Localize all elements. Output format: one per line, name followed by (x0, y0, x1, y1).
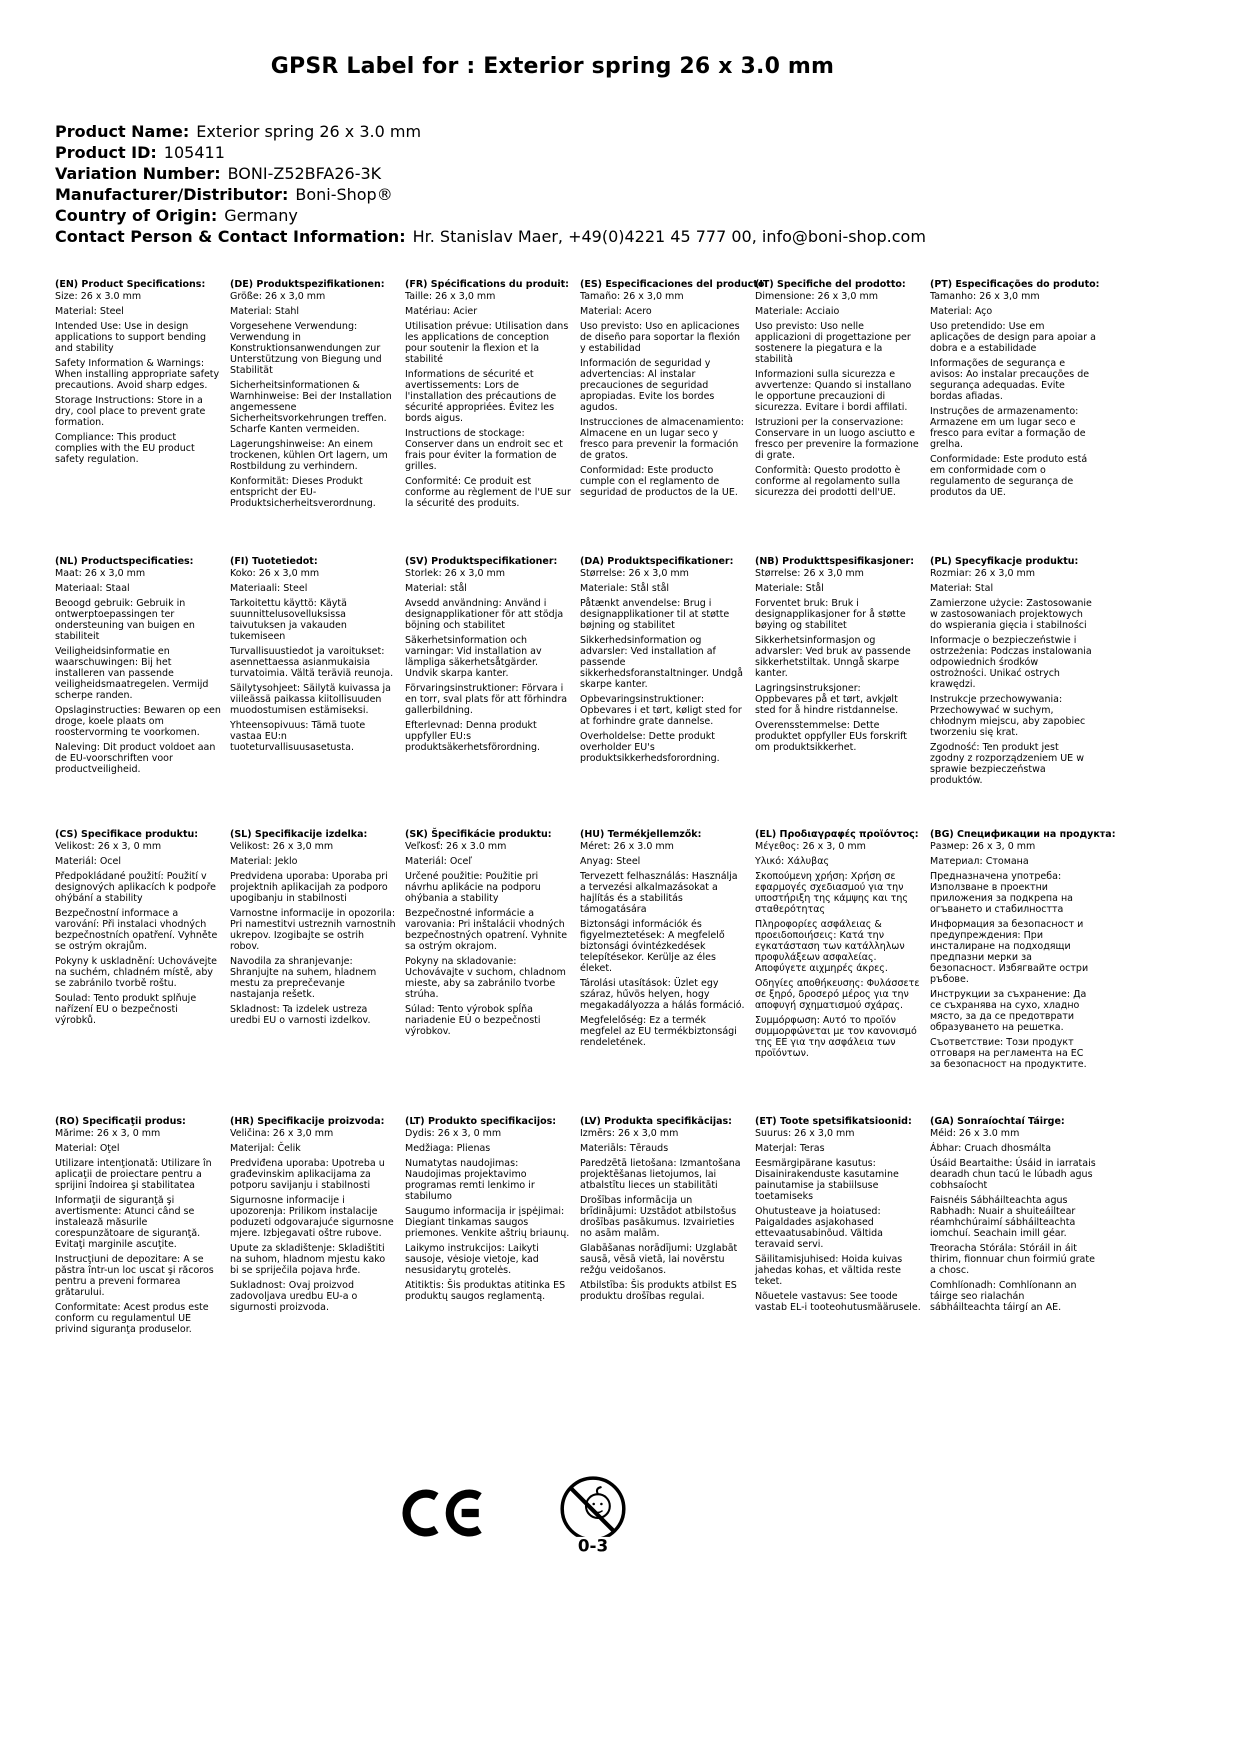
spec-paragraph: Turvallisuustiedot ja varoitukset: asennettaessa asianmukaisia turvatoimia. Vältä teräviä reunoja. (230, 646, 394, 679)
language-grid-row-1 (55, 279, 1100, 513)
spec-paragraph: Материал: Стомана (930, 856, 1029, 867)
spec-paragraph: Materiale: Stål stål (580, 583, 670, 594)
language-block (755, 829, 921, 1074)
spec-paragraph: Instructions de stockage: Conserver dans un endroit sec et frais pour éviter la formation de grilles. (405, 428, 563, 472)
spec-paragraph: Safety Information & Warnings: When installing appropriate safety precautions. Avoid sharp edges. (55, 358, 220, 391)
spec-paragraph: Předpokládané použití: Použití v designových aplikacích k podpoře ohýbání a stability (55, 871, 217, 904)
language-block-heading: (LT) Produkto specifikacijos: (405, 1116, 557, 1127)
spec-paragraph: Glabāšanas norādījumi: Uzglabāt sausā, vēsā vietā, lai novērstu režģu veidošanos. (580, 1243, 738, 1276)
spec-paragraph: Drošības informācija un brīdinājumi: Uzstādot atbilstošus drošības pasākumus. Izvairieties no asām malām. (580, 1195, 737, 1239)
spec-paragraph: Compliance: This product complies with the EU product safety regulation. (55, 432, 195, 465)
spec-paragraph: Størrelse: 26 x 3,0 mm (755, 568, 864, 579)
spec-paragraph: Predvidena uporaba: Uporaba pri projektnih aplikacijah za podporo upogibanju in stabilnosti (230, 871, 388, 904)
spec-paragraph: Tárolási utasítások: Üzlet egy száraz, hűvös helyen, hogy megakadályozza a hálás formáció. (580, 978, 745, 1011)
language-block-heading: (EN) Product Specifications: (55, 279, 206, 290)
spec-paragraph: Material: Jeklo (230, 856, 298, 867)
variation-number-value: BONI-Z52BFA26-3K (227, 164, 382, 183)
spec-paragraph: Tervezett felhasználás: Használja a tervezési alkalmazásokat a hajlítás és a stabilitás támogatására (580, 871, 738, 915)
language-grid-row-4 (55, 1116, 1096, 1339)
spec-paragraph: Izmērs: 26 x 3,0 mm (580, 1128, 679, 1139)
spec-paragraph: Suurus: 26 x 3,0 mm (755, 1128, 855, 1139)
language-block (580, 829, 746, 1074)
language-block (55, 829, 221, 1074)
spec-paragraph: Faisnéis Sábháilteachta agus Rabhadh: Nuair a shuiteáiltear réamhchúraimí sábháilteachta iomchuí. Seachain imill géar. (930, 1195, 1076, 1239)
manufacturer-label: Manufacturer/Distributor: (55, 185, 289, 204)
language-grid-row-3 (55, 829, 1116, 1074)
language-block (230, 1116, 396, 1339)
spec-paragraph: Comhlíonadh: Comhlíonann an táirge seo rialachán sábháilteachta táirgí an AE. (930, 1280, 1077, 1313)
language-block (405, 279, 571, 513)
language-block (930, 1116, 1096, 1339)
spec-paragraph: Storlek: 26 x 3,0 mm (405, 568, 506, 579)
spec-paragraph: Nõuetele vastavus: See toode vastab EL-i tooteohutusmäärusele. (755, 1291, 921, 1313)
language-block (580, 279, 769, 513)
spec-paragraph: Conformitate: Acest produs este conform cu regulamentul UE privind siguranţa produselor. (55, 1302, 209, 1335)
spec-paragraph: Pokyny na skladovanie: Uchovávajte v suchom, chladnom mieste, aby sa zabránilo tvorbe strúha. (405, 956, 566, 1000)
spec-paragraph: Material: stål (405, 583, 467, 594)
language-block-heading: (GA) Sonraíochtaí Táirge: (930, 1116, 1065, 1127)
spec-paragraph: Pokyny k uskladnění: Uchovávejte na suchém, chladném místě, aby se zabránilo tvorbě roštu. (55, 956, 218, 989)
spec-paragraph: Navodila za shranjevanje: Shranjujte na suhem, hladnem mestu za preprečevanje nastajanja rešetk. (230, 956, 377, 1000)
language-block-heading: (FR) Spécifications du produit: (405, 279, 569, 290)
language-block-heading: (SK) Špecifikácie produktu: (405, 829, 552, 840)
spec-paragraph: Uso previsto: Uso nelle applicazioni di progettazione per sostenere la piegatura e la stabilità (755, 321, 911, 365)
spec-paragraph: Maat: 26 x 3,0 mm (55, 568, 146, 579)
spec-paragraph: Materjal: Teras (755, 1143, 825, 1154)
spec-paragraph: Größe: 26 x 3,0 mm (230, 291, 326, 302)
language-block-heading: (FI) Tuotetiedot: (230, 556, 318, 567)
spec-paragraph: Méret: 26 x 3.0 mm (580, 841, 674, 852)
spec-paragraph: Numatytas naudojimas: Naudojimas projektavimo programas remti lenkimo ir stabilumo (405, 1158, 535, 1202)
spec-paragraph: Informaţii de siguranţă şi avertismente: Atunci când se instalează măsurile corespunzătoare de siguranţă. Evitaţi marginile ascuţite. (55, 1195, 201, 1250)
language-block (580, 1116, 746, 1339)
spec-paragraph: Soulad: Tento produkt splňuje nařízení EU o bezpečnosti výrobků. (55, 993, 197, 1026)
spec-paragraph: Opbevaringsinstruktioner: Opbevares i et tørt, køligt sted for at forhindre grate dannelse. (580, 694, 742, 727)
language-block-heading: (ES) Especificaciones del producto: (580, 279, 769, 290)
spec-paragraph: Rozmiar: 26 x 3,0 mm (930, 568, 1036, 579)
spec-paragraph: Súlad: Tento výrobok spĺňa nariadenie EÚ o bezpečnosti výrobkov. (405, 1004, 541, 1037)
spec-paragraph: Förvaringsinstruktioner: Förvara i en torr, sval plats för att förhindra gallerbildning. (405, 683, 568, 716)
spec-paragraph: Storage Instructions: Store in a dry, cool place to prevent grate formation. (55, 395, 206, 428)
variation-number-label: Variation Number: (55, 164, 221, 183)
spec-paragraph: Materiaal: Staal (55, 583, 130, 594)
spec-paragraph: Πληροφορίες ασφάλειας & προειδοποιήσεις: Κατά την εγκατάσταση των κατάλληλων προφυλάξεων ασφαλείας. Αποφύγετε αιχμηρές άκρες. (755, 919, 905, 974)
language-block (755, 556, 921, 790)
language-block (755, 279, 921, 513)
spec-paragraph: Säkerhetsinformation och varningar: Vid installation av lämpliga säkerhetsåtgärder. Undvik skarpa kanter. (405, 635, 542, 679)
language-block-heading: (HR) Specifikacije proizvoda: (230, 1116, 385, 1127)
spec-paragraph: Taille: 26 x 3,0 mm (405, 291, 496, 302)
spec-paragraph: Naleving: Dit product voldoet aan de EU-voorschriften voor productveiligheid. (55, 742, 216, 775)
spec-paragraph: Informações de segurança e avisos: Ao instalar precauções de segurança adequadas. Evite bordas afiadas. (930, 358, 1090, 402)
spec-paragraph: Instrucţiuni de depozitare: A se păstra într-un loc uscat şi răcoros pentru a preveni formarea grătarului. (55, 1254, 214, 1298)
spec-paragraph: Atitiktis: Šis produktas atitinka ES produktų saugos reglamentą. (405, 1280, 566, 1302)
spec-paragraph: Megfelelőség: Ez a termék megfelel az EU termékbiztonsági rendeletének. (580, 1015, 737, 1048)
language-block (755, 1116, 921, 1339)
spec-paragraph: Säilitamisjuhised: Hoida kuivas jahedas kohas, et vältida reste teket. (755, 1254, 903, 1287)
spec-paragraph: Υλικό: Χάλυβας (755, 856, 830, 867)
spec-paragraph: Conformidad: Este producto cumple con el reglamento de seguridad de productos de la UE. (580, 465, 738, 498)
spec-paragraph: Konformität: Dieses Produkt entspricht der EU-Produktsicherheitsverordnung. (230, 476, 376, 509)
language-block-heading: (PT) Especificações do produto: (930, 279, 1100, 290)
spec-paragraph: Anyag: Steel (580, 856, 641, 867)
language-block-heading: (LV) Produkta specifikācijas: (580, 1116, 732, 1127)
spec-paragraph: Atbilstība: Šis produkts atbilst ES produktu drošības regulai. (580, 1280, 737, 1302)
language-block (930, 829, 1116, 1074)
spec-paragraph: Lagringsinstruksjoner: Oppbevares på et tørt, avkjølt sted for å hindre ristdannelse. (755, 683, 899, 716)
spec-paragraph: Dydis: 26 x 3, 0 mm (405, 1128, 502, 1139)
spec-paragraph: Efterlevnad: Denna produkt uppfyller EU:s produktsäkerhetsförordning. (405, 720, 541, 753)
language-block (55, 556, 221, 790)
spec-paragraph: Opslaginstructies: Bewaren op een droge, koele plaats om roostervorming te voorkomen. (55, 705, 221, 738)
spec-paragraph: Materiāls: Tērauds (580, 1143, 669, 1154)
spec-paragraph: Размер: 26 x 3, 0 mm (930, 841, 1036, 852)
spec-paragraph: Istruzioni per la conservazione: Conservare in un luogo asciutto e fresco per prevenire la formazione di grate. (755, 417, 919, 461)
spec-paragraph: Μέγεθος: 26 x 3, 0 mm (755, 841, 866, 852)
spec-paragraph: Sicherheitsinformationen & Warnhinweise: Bei der Installation angemessene Sicherheitsvorkehrungen treffen. Scharfe Kanten vermeiden. (230, 380, 392, 435)
language-block-heading: (EL) Προδιαγραφές προϊόντος: (755, 829, 919, 840)
language-block-heading: (SL) Specifikacije izdelka: (230, 829, 368, 840)
spec-paragraph: Информация за безопасност и предупреждения: При инсталиране на подходящи предпазни мерки за безопасност. Избягвайте остри ръбове. (930, 919, 1089, 985)
spec-paragraph: Informazioni sulla sicurezza e avvertenze: Quando si installano le opportune precauzioni di sicurezza. Evitare i bordi affilati. (755, 369, 912, 413)
spec-paragraph: Varnostne informacije in opozorila: Pri namestitvi ustreznih varnostnih ukrepov. Izogibajte se ostrih robov. (230, 908, 396, 952)
spec-paragraph: Méid: 26 x 3.0 mm (930, 1128, 1020, 1139)
spec-paragraph: Material: Stahl (230, 306, 300, 317)
spec-paragraph: Conformità: Questo prodotto è conforme al regolamento sulla sicurezza dei prodotti dell'UE. (755, 465, 901, 498)
spec-paragraph: Predviđena uporaba: Upotreba u građevinskim aplikacijama za potporu savijanju i stabilnosti (230, 1158, 385, 1191)
spec-paragraph: Upute za skladištenje: Skladištiti na suhom, hladnom mjestu kako bi se spriječila pojava hrđe. (230, 1243, 386, 1276)
spec-paragraph: Lagerungshinweise: An einem trockenen, kühlen Ort lagern, um Rostbildung zu verhindern. (230, 439, 388, 472)
language-block (405, 1116, 571, 1339)
language-block-heading: (CS) Specifikace produktu: (55, 829, 199, 840)
spec-paragraph: Biztonsági információk és figyelmeztetések: A megfelelő biztonsági óvintézkedések telepítésekor. Kerülje az éles éleket. (580, 919, 725, 974)
language-block-heading: (DE) Produktspezifikationen: (230, 279, 385, 290)
spec-paragraph: Laikymo instrukcijos: Laikyti sausoje, vėsioje vietoje, kad nesusidarytų grotelės. (405, 1243, 539, 1276)
spec-paragraph: Utilisation prévue: Utilisation dans les applications de conception pour soutenir la flexion et la stabilité (405, 321, 569, 365)
spec-paragraph: Materiál: Oceľ (405, 856, 472, 867)
spec-paragraph: Overholdelse: Dette produkt overholder EU's produktsikkerhedsforordning. (580, 731, 720, 764)
spec-paragraph: Съответствие: Този продукт отговаря на регламента на ЕС за безопасност на продуктите. (930, 1037, 1087, 1070)
spec-paragraph: Påtænkt anvendelse: Brug i designapplikationer til at støtte bøjning og stabilitet (580, 598, 730, 631)
spec-paragraph: Συμμόρφωση: Αυτό το προϊόν συμμορφώνεται με τον κανονισμό της ΕΕ για την ασφάλεια των προϊόντων. (755, 1015, 917, 1059)
language-block-heading: (PL) Specyfikacje produktu: (930, 556, 1079, 567)
spec-paragraph: Предназначена употреба: Използване в проектни приложения за подкрепа на огъването и стабилността (930, 871, 1074, 915)
spec-paragraph: Οδηγίες αποθήκευσης: Φυλάσσετε σε ξηρό, δροσερό μέρος για την αποφυγή σχηματισμού σχάρας. (755, 978, 920, 1011)
spec-paragraph: Conformidade: Este produto está em conformidade com o regulamento de segurança de produtos da UE. (930, 454, 1088, 498)
spec-paragraph: Koko: 26 x 3,0 mm (230, 568, 320, 579)
language-block-heading: (ET) Toote spetsifikatsioonid: (755, 1116, 912, 1127)
spec-paragraph: Intended Use: Use in design applications to support bending and stability (55, 321, 207, 354)
spec-paragraph: Úsáid Beartaithe: Úsáid in iarratais dearadh chun tacú le lúbadh agus cobhsaíocht (930, 1158, 1096, 1191)
language-block (55, 279, 221, 513)
spec-paragraph: Uso pretendido: Use em aplicações de design para apoiar a dobra e a estabilidade (930, 321, 1096, 354)
language-block (405, 829, 571, 1074)
language-block-heading: (NL) Productspecificaties: (55, 556, 194, 567)
spec-paragraph: Zgodność: Ten produkt jest zgodny z rozporządzeniem UE w sprawie bezpieczeństwa produktów. (930, 742, 1084, 786)
spec-paragraph: Size: 26 x 3.0 mm (55, 291, 142, 302)
language-block-heading: (IT) Specifiche del prodotto: (755, 279, 906, 290)
spec-paragraph: Instrucciones de almacenamiento: Almacene en un lugar seco y fresco para prevenir la formación de gratos. (580, 417, 744, 461)
language-block (230, 556, 396, 790)
language-block (230, 829, 396, 1074)
spec-paragraph: Ábhar: Cruach dhosmálta (930, 1143, 1052, 1154)
language-block (55, 1116, 221, 1339)
spec-paragraph: Størrelse: 26 x 3,0 mm (580, 568, 689, 579)
country-of-origin-label: Country of Origin: (55, 206, 218, 225)
product-id-label: Product ID: (55, 143, 157, 162)
ce-mark-icon (402, 1488, 484, 1538)
spec-paragraph: Información de seguridad y advertencias: Al instalar precauciones de seguridad apropiadas. Evite los bordes agudos. (580, 358, 715, 413)
spec-paragraph: Mărime: 26 x 3, 0 mm (55, 1128, 161, 1139)
spec-paragraph: Material: Oţel (55, 1143, 120, 1154)
spec-paragraph: Paredzētā lietošana: Izmantošana projektēšanas lietojumos, lai atbalstītu lieces un stabilitāti (580, 1158, 741, 1191)
spec-paragraph: Tamanho: 26 x 3,0 mm (930, 291, 1040, 302)
spec-paragraph: Overensstemmelse: Dette produktet oppfyller EUs forskrift om produktsikkerhet. (755, 720, 908, 753)
spec-paragraph: Materijal: Čelik (230, 1143, 301, 1154)
spec-paragraph: Saugumo informacija ir įspėjimai: Diegiant tinkamas saugos priemones. Venkite aštrių briaunų. (405, 1206, 570, 1239)
compliance-icons (0, 1472, 1241, 1572)
country-of-origin-value: Germany (224, 206, 298, 225)
language-block (930, 279, 1100, 513)
spec-paragraph: Beoogd gebruik: Gebruik in ontwerptoepassingen ter ondersteuning van buigen en stabiliteit (55, 598, 195, 642)
spec-paragraph: Veličina: 26 x 3,0 mm (230, 1128, 334, 1139)
spec-paragraph: Informacje o bezpieczeństwie i ostrzeżenia: Podczas instalowania odpowiednich środków ostrożności. Unikać ostrych krawędzi. (930, 635, 1092, 690)
spec-paragraph: Určené použitie: Použitie pri návrhu aplikácie na podporu ohýbania a stability (405, 871, 541, 904)
spec-paragraph: Materiaali: Steel (230, 583, 308, 594)
age-warning-text: 0-3 (577, 1535, 609, 1556)
spec-paragraph: Säilytysohjeet: Säilytä kuivassa ja viileässä paikassa kiitollisuuden muodostumisen estämiseksi. (230, 683, 391, 716)
spec-paragraph: Σκοπούμενη χρήση: Χρήση σε εφαρμογές σχεδιασμού για την υποστήριξη της κάμψης και της σταθερότητας (755, 871, 908, 915)
language-block-heading: (BG) Спецификации на продукта: (930, 829, 1116, 840)
spec-paragraph: Eesmärgipärane kasutus: Disainirakenduste kasutamine painutamise ja stabiilsuse toetamiseks (755, 1158, 899, 1202)
spec-paragraph: Bezpečnostní informace a varování: Při instalaci vhodných bezpečnostních opatření. Vyhněte se ostrým okrajům. (55, 908, 218, 952)
spec-paragraph: Materiale: Acciaio (755, 306, 840, 317)
spec-paragraph: Instruções de armazenamento: Armazene em um lugar seco e fresco para evitar a formação de grelha. (930, 406, 1086, 450)
spec-paragraph: Sigurnosne informacije i upozorenja: Prilikom instalacije poduzeti odgovarajuće sigurnosne mjere. Izbjegavati oštre rubove. (230, 1195, 394, 1239)
spec-paragraph: Velikost: 26 x 3,0 mm (230, 841, 334, 852)
spec-paragraph: Zamierzone użycie: Zastosowanie w zastosowaniach projektowych do wspierania gięcia i stabilności (930, 598, 1092, 631)
spec-paragraph: Veiligheidsinformatie en waarschuwingen: Bij het installeren van passende veiligheidsmaatregelen. Vermijd scherpe randen. (55, 646, 209, 701)
language-block-heading: (NB) Produkttspesifikasjoner: (755, 556, 915, 567)
manufacturer-value: Boni-Shop® (295, 185, 393, 204)
language-block (230, 279, 396, 513)
contact-label: Contact Person & Contact Information: (55, 227, 406, 246)
spec-paragraph: Инструкции за съхранение: Да се съхранява на сухо, хладно място, за да се предотврати образуването на решетка. (930, 989, 1087, 1033)
language-block-heading: (RO) Specificaţii produs: (55, 1116, 186, 1127)
spec-paragraph: Uso previsto: Uso en aplicaciones de diseño para soportar la flexión y estabilidad (580, 321, 741, 354)
spec-paragraph: Treoracha Stórála: Stóráil in áit thirim, fionnuar chun foirmiú grate a chosc. (930, 1243, 1095, 1276)
contact-value: Hr. Stanislav Maer, +49(0)4221 45 777 00, info@boni-shop.com (412, 227, 926, 246)
spec-paragraph: Forventet bruk: Bruk i designapplikasjoner for å støtte bøying og stabilitet (755, 598, 906, 631)
spec-paragraph: Material: Steel (55, 306, 124, 317)
spec-paragraph: Sikkerhetsinformasjon og advarsler: Ved bruk av passende sikkerhetstiltak. Unngå skarpe kanter. (755, 635, 911, 679)
spec-paragraph: Dimensione: 26 x 3,0 mm (755, 291, 878, 302)
spec-paragraph: Utilizare intenţionată: Utilizare în aplicaţii de proiectare pentru a sprijini îndoirea şi stabilitatea (55, 1158, 212, 1191)
product-id-row (55, 142, 926, 163)
spec-paragraph: Ohutusteave ja hoiatused: Paigaldades asjakohased ettevaatusabinõud. Vältida teravaid servi. (755, 1206, 883, 1250)
spec-paragraph: Material: Aço (930, 306, 993, 317)
spec-paragraph: Vorgesehene Verwendung: Verwendung in Konstruktionsanwendungen zur Unterstützung von Biegung und Stabilität (230, 321, 382, 376)
language-block (405, 556, 571, 790)
spec-paragraph: Materiál: Ocel (55, 856, 121, 867)
spec-paragraph: Bezpečnostné informácie a varovania: Pri inštalácii vhodných bezpečnostných opatrení. Vyhnite sa ostrým okrajom. (405, 908, 568, 952)
spec-paragraph: Skladnost: Ta izdelek ustreza uredbi EU o varnosti izdelkov. (230, 1004, 371, 1026)
contact-row (55, 226, 926, 247)
product-name-value: Exterior spring 26 x 3.0 mm (196, 122, 422, 141)
spec-paragraph: Tarkoitettu käyttö: Käytä suunnittelusovelluksissa taivutuksen ja vakauden tukemiseen (230, 598, 347, 642)
spec-paragraph: Materiale: Stål (755, 583, 824, 594)
spec-paragraph: Veľkosť: 26 x 3.0 mm (405, 841, 507, 852)
language-block-heading: (SV) Produktspecifikationer: (405, 556, 558, 567)
page-title: GPSR Label for : Exterior spring 26 x 3.0 mm (270, 54, 835, 79)
spec-paragraph: Matériau: Acier (405, 306, 478, 317)
spec-paragraph: Informations de sécurité et avertissements: Lors de l'installation des précautions de sécurité appropriées. Évitez les bords aigus. (405, 369, 557, 424)
spec-paragraph: Avsedd användning: Använd i designapplikationer för att stödja böjning och stabilitet (405, 598, 564, 631)
spec-paragraph: Tamaño: 26 x 3,0 mm (580, 291, 684, 302)
language-block (580, 556, 746, 790)
spec-paragraph: Medžiaga: Plienas (405, 1143, 491, 1154)
spec-paragraph: Sukladnost: Ovaj proizvod zadovoljava uredbu EU-a o sigurnosti proizvoda. (230, 1280, 358, 1313)
spec-paragraph: Materiał: Stal (930, 583, 994, 594)
product-id-value: 105411 (163, 143, 225, 162)
product-name-row (55, 121, 926, 142)
spec-paragraph: Yhteensopivuus: Tämä tuote vastaa EU:n tuoteturvallisuusasetusta. (230, 720, 366, 753)
language-block-heading: (HU) Termékjellemzők: (580, 829, 702, 840)
spec-paragraph: Instrukcje przechowywania: Przechowywać w suchym, chłodnym miejscu, aby zapobiec tworzeniu się krat. (930, 694, 1086, 738)
spec-paragraph: Material: Acero (580, 306, 652, 317)
language-grid-row-2 (55, 556, 1096, 790)
manufacturer-row (55, 184, 926, 205)
product-info (55, 121, 926, 247)
spec-paragraph: Sikkerhedsinformation og advarsler: Ved installation af passende sikkerhedsforanstaltninger. Undgå skarpe kanter. (580, 635, 743, 690)
country-of-origin-row (55, 205, 926, 226)
age-warning-0-3-icon (558, 1472, 628, 1564)
language-block (930, 556, 1096, 790)
spec-paragraph: Velikost: 26 x 3, 0 mm (55, 841, 162, 852)
spec-paragraph: Conformité: Ce produit est conforme au règlement de l'UE sur la sécurité des produits. (405, 476, 571, 509)
language-block-heading: (DA) Produktspecifikationer: (580, 556, 734, 567)
product-name-label: Product Name: (55, 122, 190, 141)
variation-number-row (55, 163, 926, 184)
